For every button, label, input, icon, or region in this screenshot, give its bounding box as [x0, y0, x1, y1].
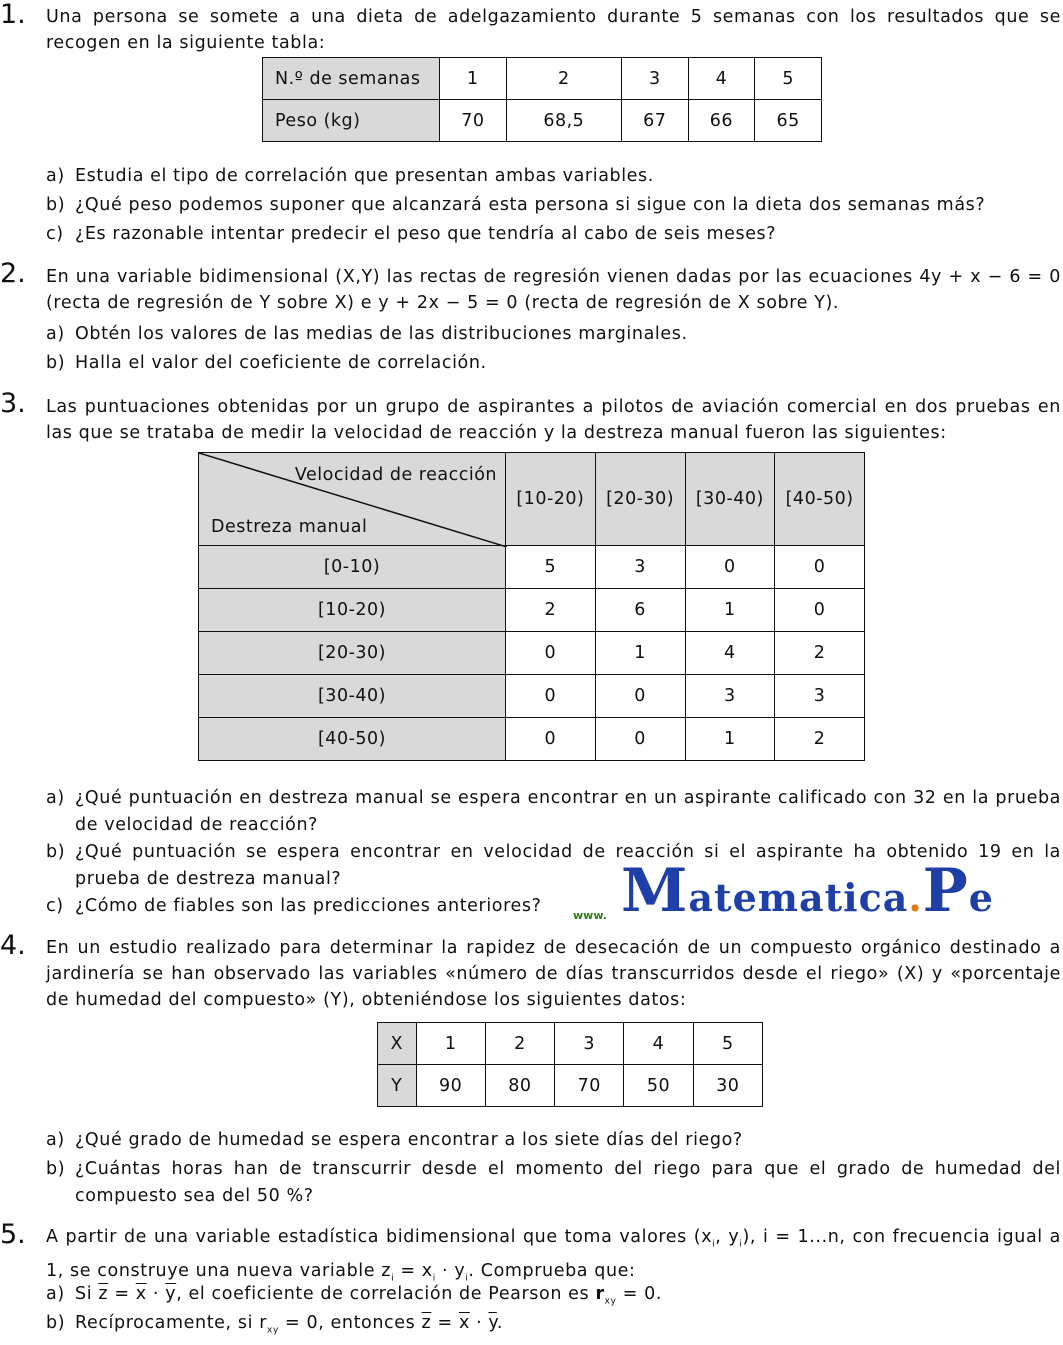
- problem-2-item-b: b) Halla el valor del coeficiente de correlación.: [46, 353, 487, 373]
- corner-bottom-label: Destreza manual: [211, 517, 368, 537]
- table-cell: 5: [755, 58, 822, 100]
- table-cell: 2: [775, 632, 865, 675]
- problem-3-item-c: c) ¿Cómo de fiables son las predicciones anteriores?: [46, 896, 542, 916]
- problem-1-item-a: a) Estudia el tipo de correlación que presentan ambas variables.: [46, 166, 654, 186]
- column-header: [10-20): [506, 453, 596, 546]
- table-cell: 1: [416, 1023, 485, 1065]
- problem-1-item-c: c) ¿Es razonable intentar predecir el peso que tendría al cabo de seis meses?: [46, 224, 777, 244]
- table-cell: 3: [775, 675, 865, 718]
- problem-3-number: 3.: [0, 388, 26, 419]
- table-cell: 65: [755, 100, 822, 142]
- problem-3-text: Las puntuaciones obtenidas por un grupo de aspirantes a pilotos de aviación comercial en dos pruebas en las que se trataba de medir la velocidad de reacción y la destreza manual fueron las siguientes:: [46, 397, 1061, 443]
- table-cell: 1: [685, 589, 775, 632]
- table-cell: 1: [685, 718, 775, 761]
- corner-top-label: Velocidad de reacción: [294, 465, 497, 485]
- problem-1-item-b: b) ¿Qué peso podemos suponer que alcanzará esta persona si sigue con la dieta dos semanas más?: [46, 195, 986, 215]
- row-header: [10-20): [199, 589, 506, 632]
- problem-4-number: 4.: [0, 930, 26, 961]
- weight-header: Peso (kg): [263, 100, 440, 142]
- row-header: [40-50): [199, 718, 506, 761]
- table-cell: 2: [506, 589, 596, 632]
- table-cell: 67: [621, 100, 688, 142]
- problem-1-number: 1.: [0, 0, 26, 30]
- matematica-pe-logo: [573, 856, 1018, 928]
- table-cell: 1: [595, 632, 685, 675]
- problem-1-text: Una persona se somete a una dieta de adelgazamiento durante 5 semanas con los resultados que se recogen en la siguiente tabla:: [46, 7, 1061, 53]
- table-cell: 0: [506, 718, 596, 761]
- table-cell: 0: [506, 632, 596, 675]
- weeks-header: N.º de semanas: [263, 58, 440, 100]
- table-cell: 4: [685, 632, 775, 675]
- problem-2-item-a: a) Obtén los valores de las medias de las distribuciones marginales.: [46, 324, 688, 344]
- table-cell: 6: [595, 589, 685, 632]
- column-header: [20-30): [595, 453, 685, 546]
- problem-5-number: 5.: [0, 1219, 26, 1250]
- table-cell: 2: [775, 718, 865, 761]
- table-cell: 2: [506, 58, 621, 100]
- table-cell: 30: [693, 1065, 762, 1107]
- table-cell: 66: [688, 100, 755, 142]
- table-cell: 68,5: [506, 100, 621, 142]
- weight-table: [262, 57, 822, 142]
- table-cell: 80: [485, 1065, 554, 1107]
- humidity-table: [377, 1022, 763, 1107]
- table-cell: 0: [685, 546, 775, 589]
- row-header: [0-10): [199, 546, 506, 589]
- table-cell: 70: [555, 1065, 624, 1107]
- x-header: X: [378, 1023, 417, 1065]
- table-cell: 50: [624, 1065, 693, 1107]
- table-cell: 3: [555, 1023, 624, 1065]
- table-cell: 70: [440, 100, 507, 142]
- column-header: [30-40): [685, 453, 775, 546]
- problem-5-item-b: b) Recíprocamente, si $r_{xy} = 0$, entonces $\overline{z} = \overline{x} \cdot \overline{y}$.: [46, 1313, 504, 1336]
- problem-4-item-b: b) ¿Cuántas horas han de transcurrir desde el momento del riego para que el grado de humedad del compuesto sea del 50 %?: [46, 1159, 1061, 1206]
- table-cell: 5: [506, 546, 596, 589]
- problem-5-item-a: a) Si $\overline{z} = \overline{x} \cdot \overline{y}$, el coeficiente de correlación de Pearson es $r_{xy} = 0$.: [46, 1284, 663, 1307]
- table-cell: 3: [685, 675, 775, 718]
- table-cell: 90: [416, 1065, 485, 1107]
- table-cell: 0: [506, 675, 596, 718]
- table-cell: 4: [688, 58, 755, 100]
- problem-4-item-a: a) ¿Qué grado de humedad se espera encontrar a los siete días del riego?: [46, 1130, 743, 1150]
- problem-5-text: A partir de una variable estadística bidimensional que toma valores ($x_i$, $y_i$), i = 1...n, con frecuencia igual a 1, se construye una nueva variable $z_i = x_i \cdot y_i$. Comprueba que:: [46, 1227, 1061, 1283]
- table-cell: 3: [621, 58, 688, 100]
- y-header: Y: [378, 1065, 417, 1107]
- table-cell: 0: [775, 589, 865, 632]
- table-cell: 1: [440, 58, 507, 100]
- table-cell: 3: [595, 546, 685, 589]
- table-cell: 0: [595, 718, 685, 761]
- logo-www: www.: [573, 909, 607, 922]
- row-header: [30-40): [199, 675, 506, 718]
- table-cell: 0: [775, 546, 865, 589]
- table-corner-cell: [199, 453, 506, 546]
- problem-3-item-b: b) ¿Qué puntuación se espera encontrar en velocidad de reacción si el aspirante ha obtenido 19 en la prueba de destreza manual?: [46, 842, 1061, 889]
- table-cell: 0: [595, 675, 685, 718]
- problem-3-item-a: a) ¿Qué puntuación en destreza manual se espera encontrar en un aspirante calificado con 32 en la prueba de velocidad de reacción?: [46, 788, 1061, 835]
- problem-2-text: En una variable bidimensional (X,Y) las rectas de regresión vienen dadas por las ecuaciones 4y + x − 6 = 0 (recta de regresión de Y sobre X) e y + 2x − 5 = 0 (recta de regresión de X sobre Y).: [46, 267, 1061, 313]
- table-cell: 5: [693, 1023, 762, 1065]
- problem-4-text: En un estudio realizado para determinar la rapidez de desecación de un compuesto orgánico destinado a jardinería se han observado las variables «número de días transcurridos desde el riego» (X) y «porcentaje de humedad del compuesto» (Y), obteniéndose los siguientes datos:: [46, 938, 1061, 1010]
- column-header: [40-50): [775, 453, 865, 546]
- table-cell: 2: [485, 1023, 554, 1065]
- row-header: [20-30): [199, 632, 506, 675]
- scores-table: [198, 452, 865, 761]
- logo-brand: Matematica.Pe: [621, 856, 994, 926]
- problem-2-number: 2.: [0, 258, 26, 289]
- table-cell: 4: [624, 1023, 693, 1065]
